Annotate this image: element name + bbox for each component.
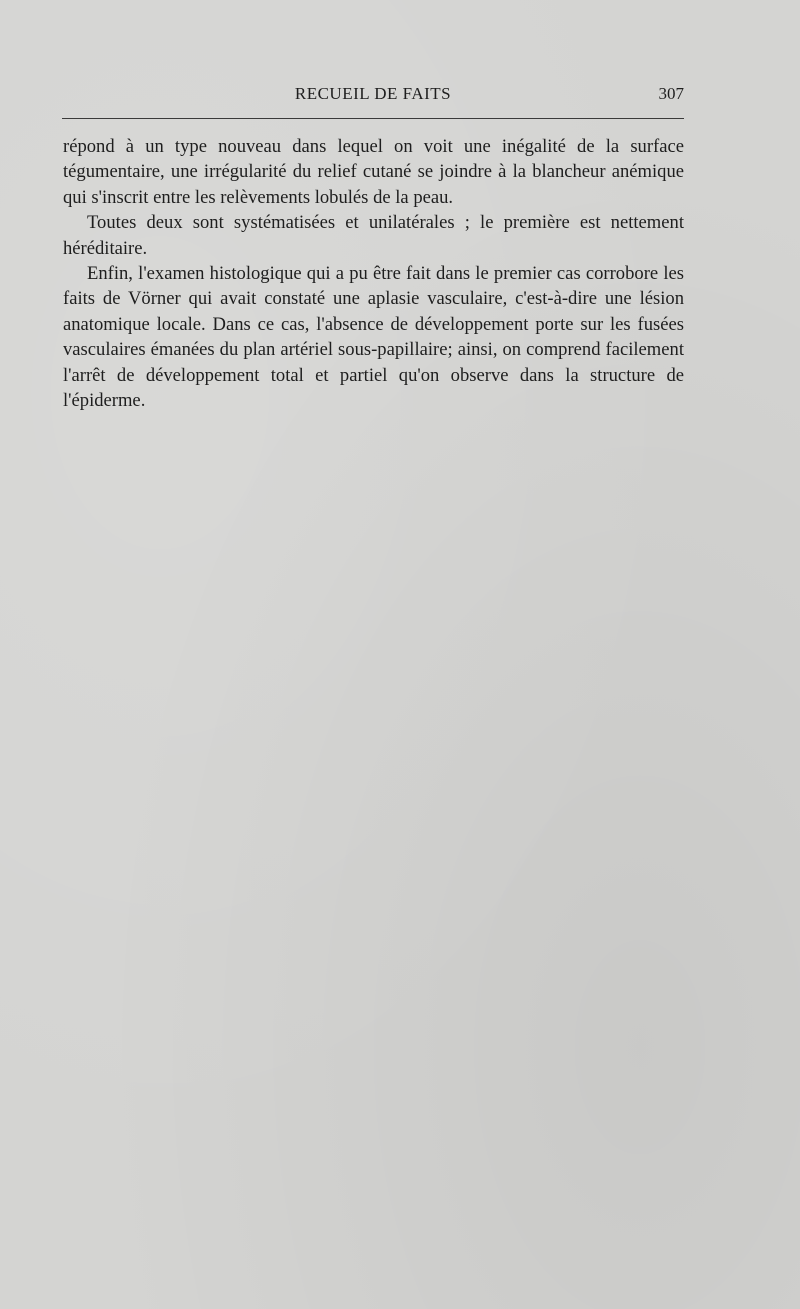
- running-head: [62, 84, 684, 108]
- paragraph-1: répond à un type nouveau dans lequel on voit une inégalité de la surface tégumentaire, une irrégularité du relief cutané se joindre à la blancheur anémique qui s'inscrit entre les relèvements lobulés de la peau.: [63, 136, 684, 208]
- body-text: [63, 134, 684, 413]
- header-rule: [62, 118, 684, 119]
- running-title: RECUEIL DE FAITS: [294, 84, 452, 103]
- paragraph-3: Enfin, l'examen histologique qui a pu être fait dans le premier cas corrobore les faits de Vörner qui avait constaté une aplasie vasculaire, c'est-à-dire une lésion anatomique locale. Dans ce cas, l'absence de développement porte sur les fusées vasculaires émanées du plan artériel sous-papillaire; ainsi, on comprend facilement l'arrêt de développement total et partiel qu'on observe dans la structure de l'épiderme.: [63, 263, 684, 412]
- page-number: 307: [658, 84, 684, 103]
- paragraph-2: Toutes deux sont systématisées et unilatérales ; le première est nettement héréditaire.: [63, 212, 684, 259]
